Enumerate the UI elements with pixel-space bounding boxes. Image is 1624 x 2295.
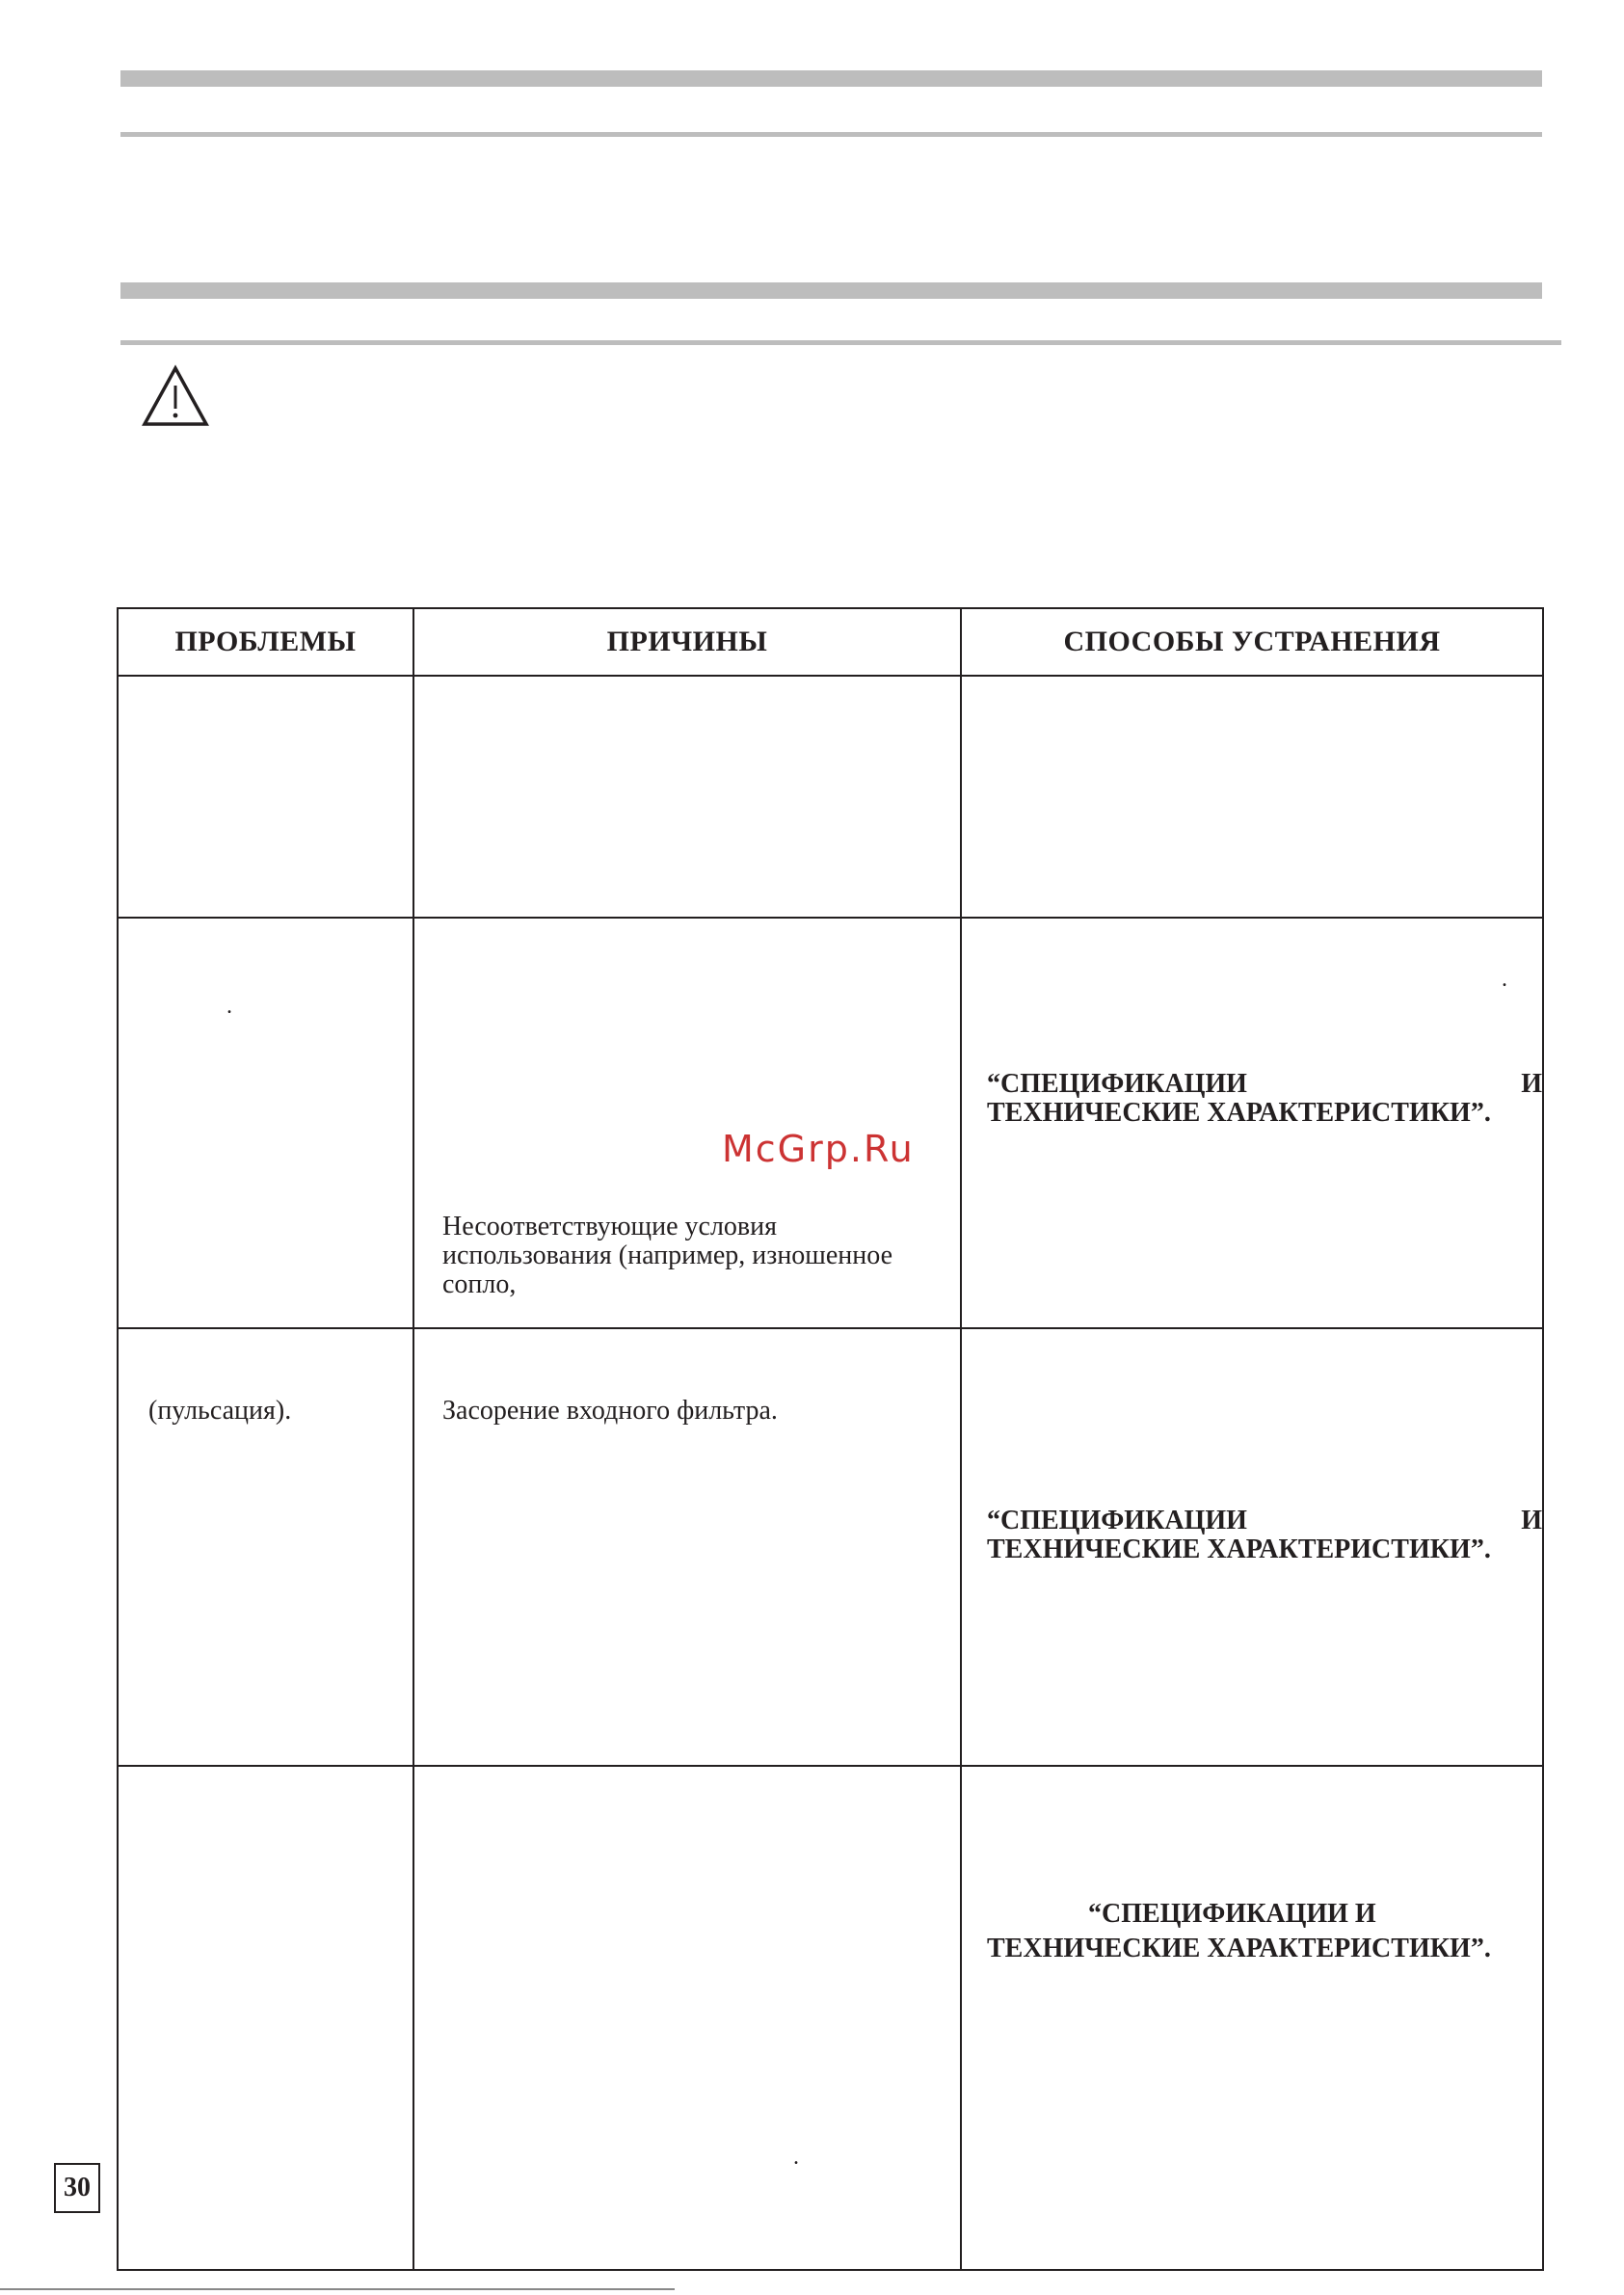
- row2-solution-dot: .: [1502, 967, 1507, 992]
- row2-solution-cell: [961, 918, 1543, 1328]
- watermark: McGrp.Ru: [722, 1128, 915, 1170]
- row3-cause-cell: [413, 1328, 961, 1766]
- row4-solution-cell: [961, 1766, 1543, 2270]
- table-row: [118, 1766, 1543, 2270]
- row2-problem-cell: [118, 918, 413, 1328]
- row3-ref-line2: ТЕХНИЧЕСКИЕ ХАРАКТЕРИСТИКИ”.: [987, 1534, 1491, 1564]
- row2-ref-line2: ТЕХНИЧЕСКИЕ ХАРАКТЕРИСТИКИ”.: [987, 1098, 1491, 1128]
- page-number: 30: [54, 2163, 100, 2213]
- row3-solution-reference: [987, 1507, 1542, 1564]
- table-row: [118, 676, 1543, 918]
- row2-solution-reference: [987, 1070, 1542, 1128]
- row1-cause-cell: [413, 676, 961, 918]
- table-header-row: [118, 608, 1543, 676]
- header-rule-2: [120, 340, 1561, 345]
- table-row: [118, 918, 1543, 1328]
- header-solutions: СПОСОБЫ УСТРАНЕНИЯ: [961, 608, 1543, 676]
- footer-rule: [0, 2288, 675, 2290]
- troubleshooting-table: [117, 607, 1544, 2271]
- row4-problem-cell: [118, 1766, 413, 2270]
- row1-problem-cell: [118, 676, 413, 918]
- header-bar-2: [120, 282, 1542, 299]
- table-row: [118, 1328, 1543, 1766]
- row2-ref-line1-left: “СПЕЦИФИКАЦИИ: [987, 1069, 1247, 1099]
- row3-ref-line1-left: “СПЕЦИФИКАЦИИ: [987, 1506, 1247, 1535]
- row1-solution-cell: [961, 676, 1543, 918]
- row4-cause-dot: .: [793, 2145, 799, 2170]
- header-rule-1: [120, 132, 1542, 137]
- row2-cause-cell: [413, 918, 961, 1328]
- row2-problem-text: .: [226, 994, 232, 1019]
- row3-cause-text: Засорение входного фильтра.: [442, 1396, 778, 1426]
- row4-cause-cell: [413, 1766, 961, 2270]
- row3-problem-text: (пульсация).: [148, 1396, 292, 1426]
- row4-solution-reference: [987, 1897, 1542, 1966]
- row3-problem-cell: [118, 1328, 413, 1766]
- header-causes: ПРИЧИНЫ: [413, 608, 961, 676]
- row3-ref-line1-right: И: [1521, 1506, 1542, 1535]
- row3-solution-cell: [961, 1328, 1543, 1766]
- row2-cause-text: Несоответствующие условия использования (например, изношенное сопло,: [442, 1212, 893, 1299]
- row4-ref-line2: ТЕХНИЧЕСКИЕ ХАРАКТЕРИСТИКИ”.: [987, 1934, 1491, 1963]
- warning-triangle-icon: [141, 364, 210, 428]
- row4-ref-line1: “СПЕЦИФИКАЦИИ И: [1088, 1899, 1376, 1929]
- header-problems: ПРОБЛЕМЫ: [118, 608, 413, 676]
- row2-ref-line1-right: И: [1521, 1069, 1542, 1099]
- header-bar-1: [120, 70, 1542, 87]
